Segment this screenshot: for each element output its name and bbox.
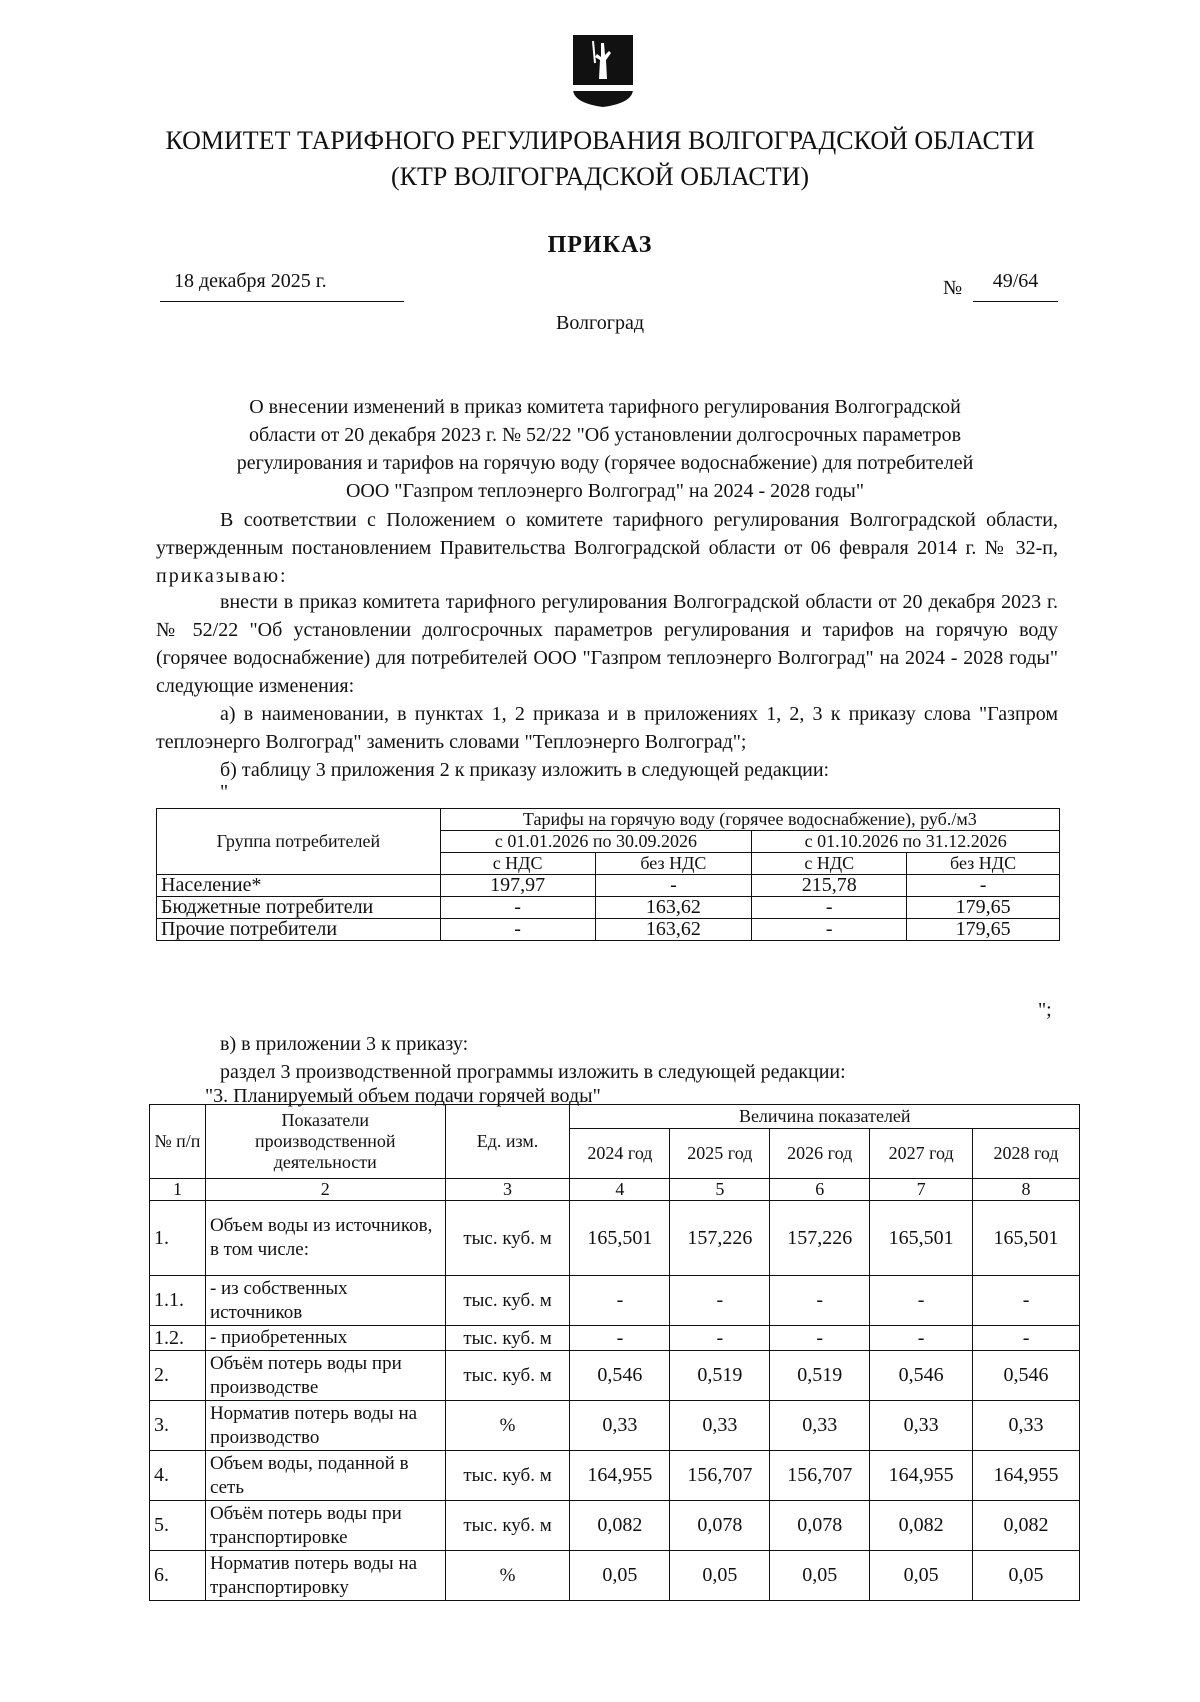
value-cell: 163,62 xyxy=(595,897,752,919)
value-cell: 164,955 xyxy=(870,1451,973,1501)
vat-header: без НДС xyxy=(907,853,1060,875)
group-cell: Население* xyxy=(157,875,441,897)
value-cell: 0,082 xyxy=(973,1501,1080,1551)
table-row xyxy=(150,1551,1080,1601)
value-cell: - xyxy=(440,897,595,919)
value-cell: 0,082 xyxy=(570,1501,670,1551)
value-cell: 0,519 xyxy=(770,1351,870,1401)
indicator-name: Норматив потерь воды на транспортировку xyxy=(205,1551,445,1601)
column-number-row xyxy=(150,1179,1080,1201)
table-row xyxy=(157,919,1060,941)
column-number: 3 xyxy=(445,1179,570,1201)
num-header: № п/п xyxy=(150,1105,206,1179)
volume-table xyxy=(149,1104,1080,1601)
unit-cell: тыс. куб. м xyxy=(445,1326,570,1351)
value-cell: 0,05 xyxy=(870,1551,973,1601)
preamble-text: В соответствии с Положением о комитете тарифного регулирования Волгоградской области, утвержденным постановлением Правительства Волгоградской области от 06 февраля 2014 г. № 32-п, xyxy=(156,509,1058,559)
unit-header: Ед. изм. xyxy=(445,1105,570,1179)
value-cell: 0,33 xyxy=(670,1401,770,1451)
value-cell: - xyxy=(670,1326,770,1351)
value-cell: 0,33 xyxy=(870,1401,973,1451)
table-row xyxy=(150,1351,1080,1401)
coat-of-arms-emblem xyxy=(571,33,635,109)
subject-line: области от 20 декабря 2023 г. № 52/22 "Об установлении долгосрочных параметров xyxy=(248,424,962,446)
value-cell: 165,501 xyxy=(570,1201,670,1276)
value-cell: - xyxy=(440,919,595,941)
value-cell: 0,546 xyxy=(973,1351,1080,1401)
section-instruction: раздел 3 производственной программы изложить в следующей редакции: xyxy=(220,1061,846,1083)
value-cell: 157,226 xyxy=(670,1201,770,1276)
value-cell: 0,078 xyxy=(770,1501,870,1551)
value-cell: 163,62 xyxy=(595,919,752,941)
year-header: 2025 год xyxy=(670,1129,770,1179)
values-group-header: Величина показателей xyxy=(570,1105,1080,1129)
row-number: 3. xyxy=(150,1401,206,1451)
table-row xyxy=(150,1451,1080,1501)
value-cell: 0,05 xyxy=(973,1551,1080,1601)
indicator-header: Показатели производственной деятельности xyxy=(205,1105,445,1179)
document-type-title: ПРИКАЗ xyxy=(547,232,653,258)
row-number: 1. xyxy=(150,1201,206,1276)
value-cell: 0,519 xyxy=(670,1351,770,1401)
group-cell: Бюджетные потребители xyxy=(157,897,441,919)
document-subject xyxy=(155,393,1055,505)
value-cell: - xyxy=(570,1326,670,1351)
table-row xyxy=(150,1276,1080,1326)
value-cell: 0,546 xyxy=(570,1351,670,1401)
vat-header: с НДС xyxy=(440,853,595,875)
value-cell: 0,33 xyxy=(973,1401,1080,1451)
year-header: 2027 год xyxy=(870,1129,973,1179)
organization-name: КОМИТЕТ ТАРИФНОГО РЕГУЛИРОВАНИЯ ВОЛГОГРАДСКОЙ ОБЛАСТИ xyxy=(165,126,1035,155)
row-number: 1.1. xyxy=(150,1276,206,1326)
group-header: Группа потребителей xyxy=(157,809,441,875)
value-cell: - xyxy=(870,1276,973,1326)
unit-cell: % xyxy=(445,1401,570,1451)
value-cell: 179,65 xyxy=(907,897,1060,919)
row-number: 2. xyxy=(150,1351,206,1401)
subject-line: О внесении изменений в приказ комитета тарифного регулирования Волгоградской xyxy=(249,396,961,418)
table-row xyxy=(150,1501,1080,1551)
column-number: 2 xyxy=(205,1179,445,1201)
number-label: № xyxy=(943,277,963,299)
unit-cell: тыс. куб. м xyxy=(445,1276,570,1326)
document-city: Волгоград xyxy=(555,312,645,334)
row-number: 4. xyxy=(150,1451,206,1501)
value-cell: 0,078 xyxy=(670,1501,770,1551)
table-header-row xyxy=(157,809,1060,831)
year-header: 2026 год xyxy=(770,1129,870,1179)
value-cell: - xyxy=(770,1276,870,1326)
year-header: 2028 год xyxy=(973,1129,1080,1179)
year-header: 2024 год xyxy=(570,1129,670,1179)
value-cell: 164,955 xyxy=(570,1451,670,1501)
value-cell: 179,65 xyxy=(907,919,1060,941)
item-c-paragraph: в) в приложении 3 к приказу: xyxy=(220,1033,469,1055)
tariff-table xyxy=(156,808,1060,941)
emblem-icon xyxy=(571,33,635,109)
amendment-paragraph: внести в приказ комитета тарифного регулирования Волгоградской области от 20 декабря 2023 г. № 52/22 "Об установлении долгосрочных параметров регулирования и тарифов на горячую воду (горячее водоснабжение) для потребителей ООО "Газпром теплоэнерго Волгоград" на 2024 - 2028 годы" следующие изменения: xyxy=(156,591,1058,697)
preamble-paragraph xyxy=(156,506,1058,590)
value-cell: 0,546 xyxy=(870,1351,973,1401)
value-cell: - xyxy=(907,875,1060,897)
vat-header: без НДС xyxy=(595,853,752,875)
value-cell: 0,05 xyxy=(770,1551,870,1601)
table-row xyxy=(157,875,1060,897)
value-cell: - xyxy=(770,1326,870,1351)
order-word: приказываю: xyxy=(156,565,288,587)
opening-quote: " xyxy=(220,781,229,803)
organization-short-name: (КТР ВОЛГОГРАДСКОЙ ОБЛАСТИ) xyxy=(390,162,810,191)
indicator-name: - из собственных источников xyxy=(205,1276,445,1326)
unit-cell: % xyxy=(445,1551,570,1601)
item-a-paragraph: а) в наименовании, в пунктах 1, 2 приказа и в приложениях 1, 2, 3 к приказу слова "Газпром теплоэнерго Волгоград" заменить словами "Теплоэнерго Волгоград"; xyxy=(156,703,1058,753)
value-cell: 0,33 xyxy=(570,1401,670,1451)
table-row xyxy=(150,1401,1080,1451)
value-cell: - xyxy=(973,1276,1080,1326)
indicator-name: Объём потерь воды при транспортировке xyxy=(205,1501,445,1551)
value-cell: - xyxy=(870,1326,973,1351)
indicator-name: Объем воды из источников, в том числе: xyxy=(205,1201,445,1276)
item-b-paragraph: б) таблицу 3 приложения 2 к приказу изложить в следующей редакции: xyxy=(220,759,830,781)
value-cell: - xyxy=(595,875,752,897)
value-cell: 0,082 xyxy=(870,1501,973,1551)
value-cell: - xyxy=(752,919,907,941)
value-cell: 0,05 xyxy=(570,1551,670,1601)
row-number: 1.2. xyxy=(150,1326,206,1351)
value-cell: - xyxy=(670,1276,770,1326)
table-row xyxy=(157,897,1060,919)
value-cell: 165,501 xyxy=(870,1201,973,1276)
unit-cell: тыс. куб. м xyxy=(445,1351,570,1401)
unit-cell: тыс. куб. м xyxy=(445,1201,570,1276)
table-row xyxy=(150,1326,1080,1351)
row-number: 5. xyxy=(150,1501,206,1551)
subject-line: регулирования и тарифов на горячую воду (горячее водоснабжение) для потребителей xyxy=(236,452,974,474)
column-number: 5 xyxy=(670,1179,770,1201)
row-number: 6. xyxy=(150,1551,206,1601)
indicator-name: Объем воды, поданной в сеть xyxy=(205,1451,445,1501)
closing-quote: "; xyxy=(1038,999,1052,1021)
column-number: 8 xyxy=(973,1179,1080,1201)
column-number: 1 xyxy=(150,1179,206,1201)
unit-cell: тыс. куб. м xyxy=(445,1451,570,1501)
value-cell: 197,97 xyxy=(440,875,595,897)
value-cell: 0,05 xyxy=(670,1551,770,1601)
value-cell: 156,707 xyxy=(770,1451,870,1501)
value-cell: 215,78 xyxy=(752,875,907,897)
period-header: с 01.10.2026 по 31.12.2026 xyxy=(752,831,1060,853)
value-cell: - xyxy=(570,1276,670,1326)
tariffs-header: Тарифы на горячую воду (горячее водоснабжение), руб./м3 xyxy=(440,809,1059,831)
value-cell: 156,707 xyxy=(670,1451,770,1501)
column-number: 6 xyxy=(770,1179,870,1201)
value-cell: 165,501 xyxy=(973,1201,1080,1276)
section-title: "3. Планируемый объем подачи горячей воды" xyxy=(205,1085,601,1107)
period-header: с 01.01.2026 по 30.09.2026 xyxy=(440,831,752,853)
table-row xyxy=(150,1201,1080,1276)
vat-header: с НДС xyxy=(752,853,907,875)
indicator-name: Объём потерь воды при производстве xyxy=(205,1351,445,1401)
column-number: 4 xyxy=(570,1179,670,1201)
value-cell: 164,955 xyxy=(973,1451,1080,1501)
value-cell: 0,33 xyxy=(770,1401,870,1451)
value-cell: - xyxy=(752,897,907,919)
indicator-name: - приобретенных xyxy=(205,1326,445,1351)
value-cell: - xyxy=(973,1326,1080,1351)
unit-cell: тыс. куб. м xyxy=(445,1501,570,1551)
document-number: 49/64 xyxy=(973,270,1058,302)
subject-line: ООО "Газпром теплоэнерго Волгоград" на 2024 - 2028 годы" xyxy=(345,480,865,502)
value-cell: 157,226 xyxy=(770,1201,870,1276)
indicator-name: Норматив потерь воды на производство xyxy=(205,1401,445,1451)
table-header-row xyxy=(150,1105,1080,1129)
column-number: 7 xyxy=(870,1179,973,1201)
document-date: 18 декабря 2025 г. xyxy=(160,270,404,302)
group-cell: Прочие потребители xyxy=(157,919,441,941)
